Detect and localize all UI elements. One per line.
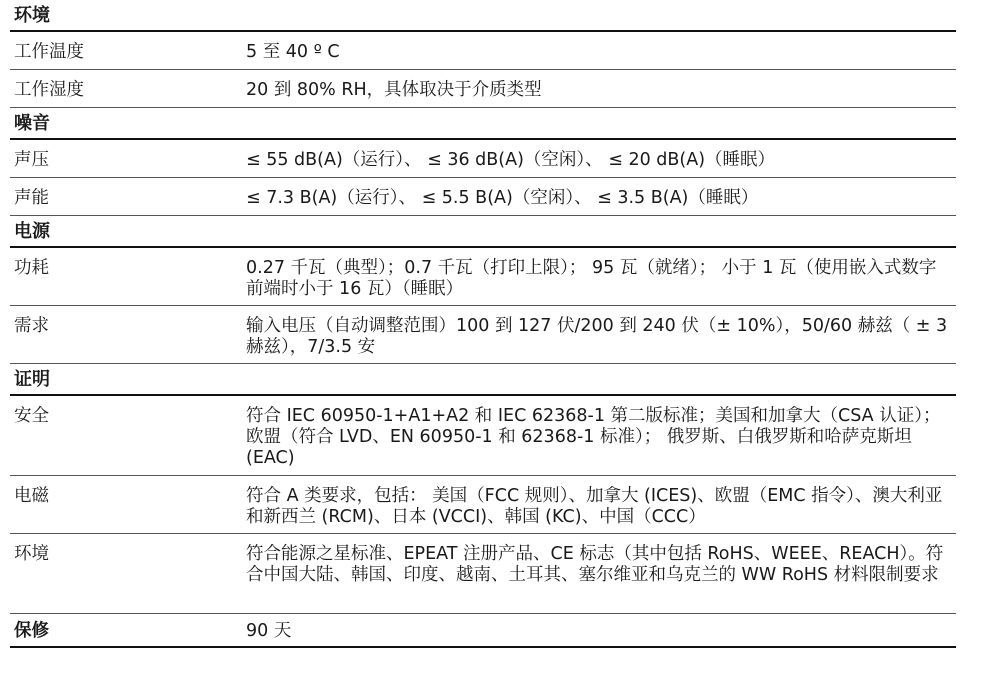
section-title: 证明 [14,368,50,390]
section-header-noise [10,108,956,140]
spec-value: 符合 IEC 60950-1+A1+A2 和 IEC 62368-1 第二版标准；美国和加拿大（CSA 认证）；欧盟（符合 LVD、EN 60950-1 和 62368-1 标准）； 俄罗斯、白俄罗斯和哈萨克斯坦 (EAC) [246,406,941,468]
spec-row [10,534,956,614]
spec-value: 符合 A 类要求，包括： 美国（FCC 规则）、加拿大 (ICES)、欧盟（EMC 指令）、澳大利亚和新西兰 (RCM)、日本 (VCCI)、韩国 (KC)、中国（CCC） [246,486,943,527]
warranty-row [10,614,956,648]
spec-row [10,396,956,476]
spec-row [10,140,956,178]
spec-value: 符合能源之星标准、EPEAT 注册产品、CE 标志（其中包括 RoHS、WEEE、REACH）。符合中国大陆、韩国、印度、越南、土耳其、塞尔维亚和乌克兰的 WW RoHS 材料限制要求 [246,544,944,585]
spec-label: 工作温度 [14,42,84,62]
spec-row [10,476,956,534]
section-title: 环境 [14,4,50,26]
spec-value: 输入电压（自动调整范围）100 到 127 伏/200 到 240 伏（± 10%），50/60 赫兹（ ± 3 赫兹），7/3.5 安 [246,316,948,357]
section-header-power [10,216,956,248]
warranty-value: 90 天 [246,621,292,641]
spec-value: 5 至 40 º C [246,42,340,62]
section-title: 电源 [14,220,50,242]
section-header-certifications [10,364,956,396]
spec-value: ≤ 55 dB(A)（运行）、 ≤ 36 dB(A)（空闲）、 ≤ 20 dB(A)（睡眠） [246,150,776,170]
spec-label: 功耗 [14,258,49,278]
spec-value: 20 到 80% RH，具体取决于介质类型 [246,80,542,100]
spec-row [10,178,956,216]
warranty-label: 保修 [14,621,49,641]
spec-label: 声压 [14,150,49,170]
spec-table [10,0,956,648]
spec-label: 电磁 [14,486,49,506]
spec-value: ≤ 7.3 B(A)（运行）、 ≤ 5.5 B(A)（空闲）、 ≤ 3.5 B(A)（睡眠） [246,188,759,208]
spec-label: 安全 [14,406,49,426]
spec-label: 环境 [14,544,49,564]
spec-label: 声能 [14,188,49,208]
section-header-environment [10,0,956,32]
spec-row [10,32,956,70]
section-title: 噪音 [14,112,50,134]
spec-label: 工作湿度 [14,80,84,100]
spec-row [10,70,956,108]
spec-value: 0.27 千瓦（典型）；0.7 千瓦（打印上限）； 95 瓦（就绪）； 小于 1 瓦（使用嵌入式数字前端时小于 16 瓦）（睡眠） [246,258,937,299]
spec-row [10,306,956,364]
spec-label: 需求 [14,316,49,336]
spec-row [10,248,956,306]
